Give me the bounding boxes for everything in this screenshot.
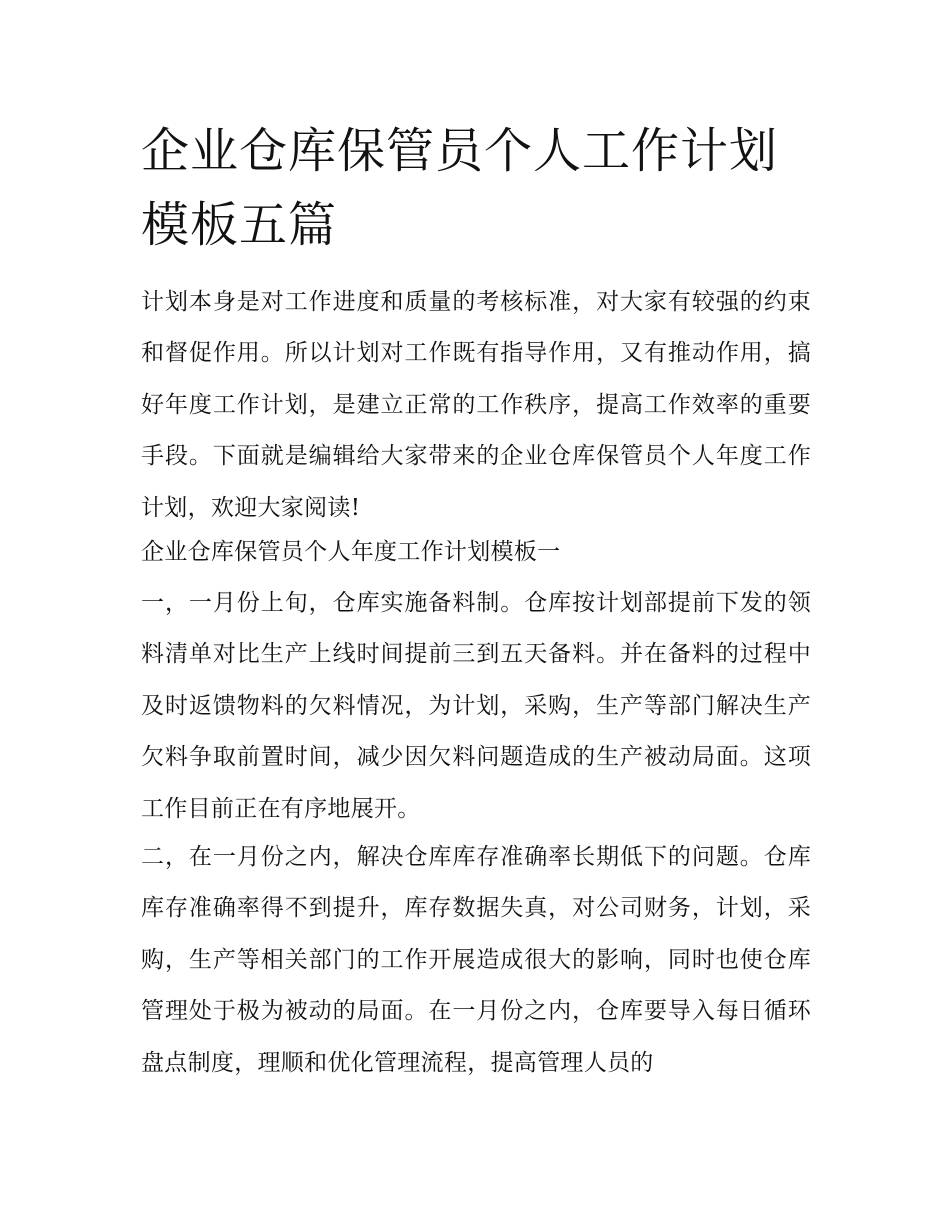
section-heading: 企业仓库保管员个人年度工作计划模板一 xyxy=(141,539,561,565)
document-title: 企业仓库保管员个人工作计划模板五篇 xyxy=(141,123,779,253)
intro-paragraph: 计划本身是对工作进度和质量的考核标准，对大家有较强的约束和督促作用。所以计划对工作既有指导作用，又有推动作用，搞好年度工作计划，是建立正常的工作秩序，提高工作效率的重要手段。下面就是编辑给大家带来的企业仓库保管员个人年度工作计划，欢迎大家阅读! xyxy=(141,289,811,521)
plan-item-paragraph: 一，一月份上旬，仓库实施备料制。仓库按计划部提前下发的领料清单对比生产上线时间提前三到五天备料。并在备料的过程中及时返馈物料的欠料情况，为计划，采购，生产等部门解决生产欠料争取前置时间，减少因欠料问题造成的生产被动局面。这项工作目前正在有序地展开。 xyxy=(141,590,811,822)
plan-item-paragraph: 二，在一月份之内，解决仓库库存准确率长期低下的问题。仓库库存准确率得不到提升，库存数据失真，对公司财务，计划，采购，生产等相关部门的工作开展造成很大的影响，同时也使仓库管理处于极为被动的局面。在一月份之内，仓库要导入每日循环盘点制度，理顺和优化管理流程，提高管理人员的 xyxy=(141,844,811,1076)
